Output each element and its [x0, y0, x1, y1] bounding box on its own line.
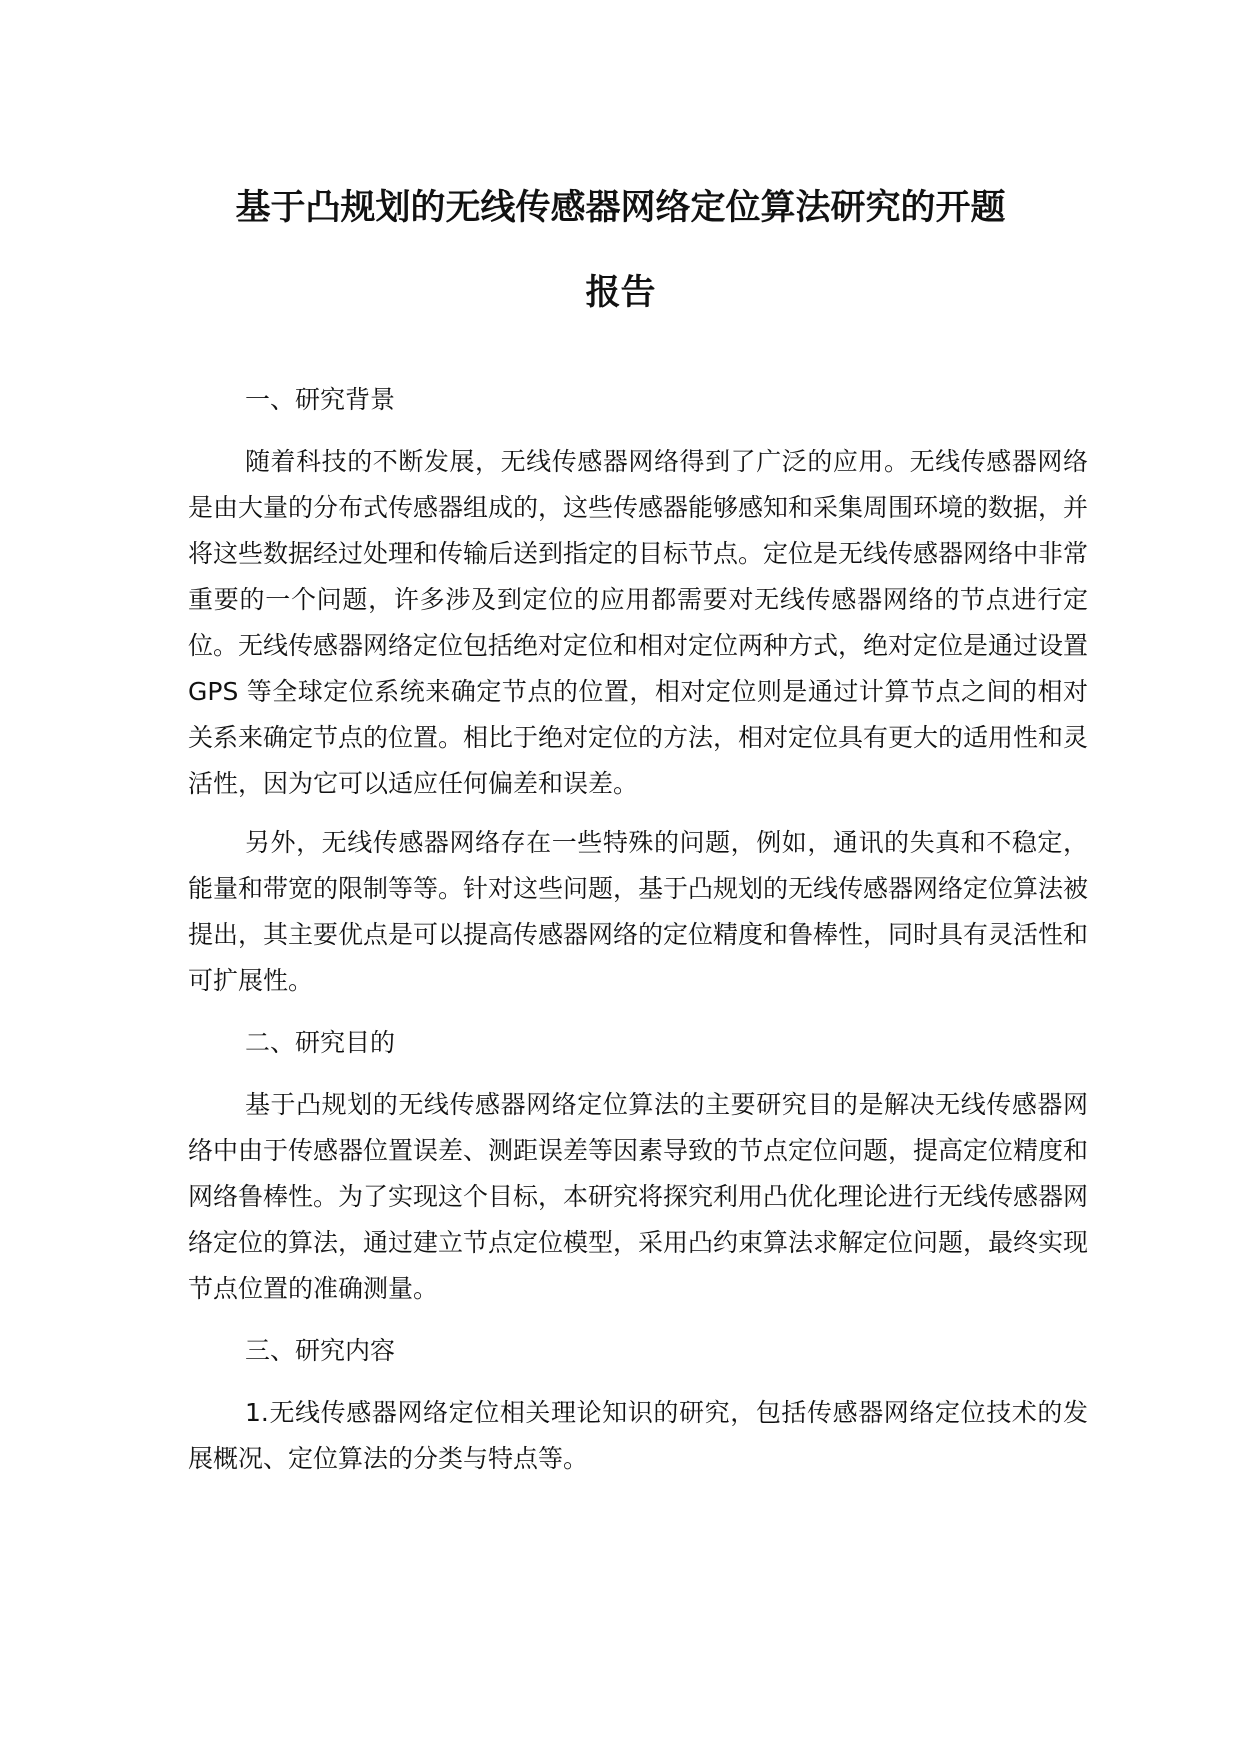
document-body [188, 374, 1088, 1482]
document-title-line-2: 报告 [585, 273, 656, 313]
paragraph-background-2: 另外，无线传感器网络存在一些特殊的问题，例如，通讯的失真和不稳定，能量和带宽的限制等等。针对这些问题，基于凸规划的无线传感器网络定位算法被提出，其主要优点是可以提高传感器网络的定位精度和鲁棒性，同时具有灵活性和可扩展性。 [188, 828, 1089, 995]
section-heading-purpose: 二、研究目的 [245, 1028, 396, 1057]
paragraph-background-1: 随着科技的不断发展，无线传感器网络得到了广泛的应用。无线传感器网络是由大量的分布式传感器组成的，这些传感器能够感知和采集周围环境的数据，并将这些数据经过处理和传输后送到指定的目标节点。定位是无线传感器网络中非常重要的一个问题，许多涉及到定位的应用都需要对无线传感器网络的节点进行定位。无线传感器网络定位包括绝对定位和相对定位两种方式，绝对定位是通过设置 GPS 等全球定位系统来确定节点的位置，相对定位则是通过计算节点之间的相对关系来确定节点的位置。相比于绝对定位的方法，相对定位具有更大的适用性和灵活性，因为它可以适应任何偏差和误差。 [188, 447, 1089, 798]
paragraph-content-1: 1.无线传感器网络定位相关理论知识的研究，包括传感器网络定位技术的发展概况、定位算法的分类与特点等。 [188, 1398, 1088, 1473]
section-heading-content: 三、研究内容 [245, 1336, 396, 1365]
paragraph-purpose-1: 基于凸规划的无线传感器网络定位算法的主要研究目的是解决无线传感器网络中由于传感器位置误差、测距误差等因素导致的节点定位问题，提高定位精度和网络鲁棒性。为了实现这个目标，本研究将探究利用凸优化理论进行无线传感器网络定位的算法，通过建立节点定位模型，采用凸约束算法求解定位问题，最终实现节点位置的准确测量。 [188, 1090, 1089, 1303]
section-heading-background: 一、研究背景 [245, 385, 396, 414]
document-title-line-1: 基于凸规划的无线传感器网络定位算法研究的开题 [235, 188, 1006, 228]
